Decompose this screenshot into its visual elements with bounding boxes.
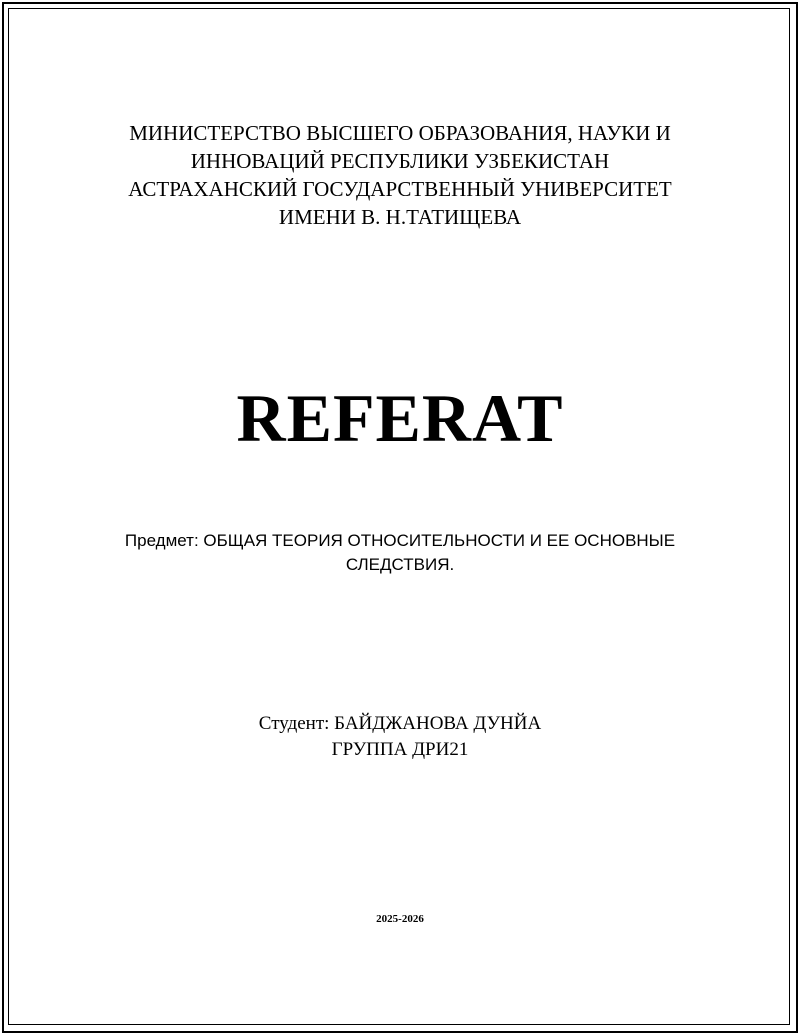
subject-line-2: СЛЕДСТВИЯ.	[345, 555, 455, 574]
student-block	[0, 711, 800, 763]
document-title: REFERAT	[236, 380, 564, 456]
institution-header	[0, 119, 800, 231]
student-name: Студент: БАЙДЖАНОВА ДУНЙА	[258, 713, 542, 734]
header-line-4: ИМЕНИ В. Н.ТАТИЩЕВА	[278, 205, 522, 229]
academic-year: 2025-2026	[376, 913, 424, 925]
header-line-1: МИНИСТЕРСТВО ВЫСШЕГО ОБРАЗОВАНИЯ, НАУКИ И	[129, 121, 671, 145]
header-line-2: ИННОВАЦИЙ РЕСПУБЛИКИ УЗБЕКИСТАН	[190, 149, 610, 173]
subject-line-1: Предмет: ОБЩАЯ ТЕОРИЯ ОТНОСИТЕЛЬНОСТИ И ЕЕ ОСНОВНЫЕ	[124, 531, 676, 550]
header-line-3: АСТРАХАНСКИЙ ГОСУДАРСТВЕННЫЙ УНИВЕРСИТЕТ	[128, 177, 672, 201]
student-group: ГРУППА ДРИ21	[331, 739, 469, 760]
subject-block	[0, 529, 800, 577]
